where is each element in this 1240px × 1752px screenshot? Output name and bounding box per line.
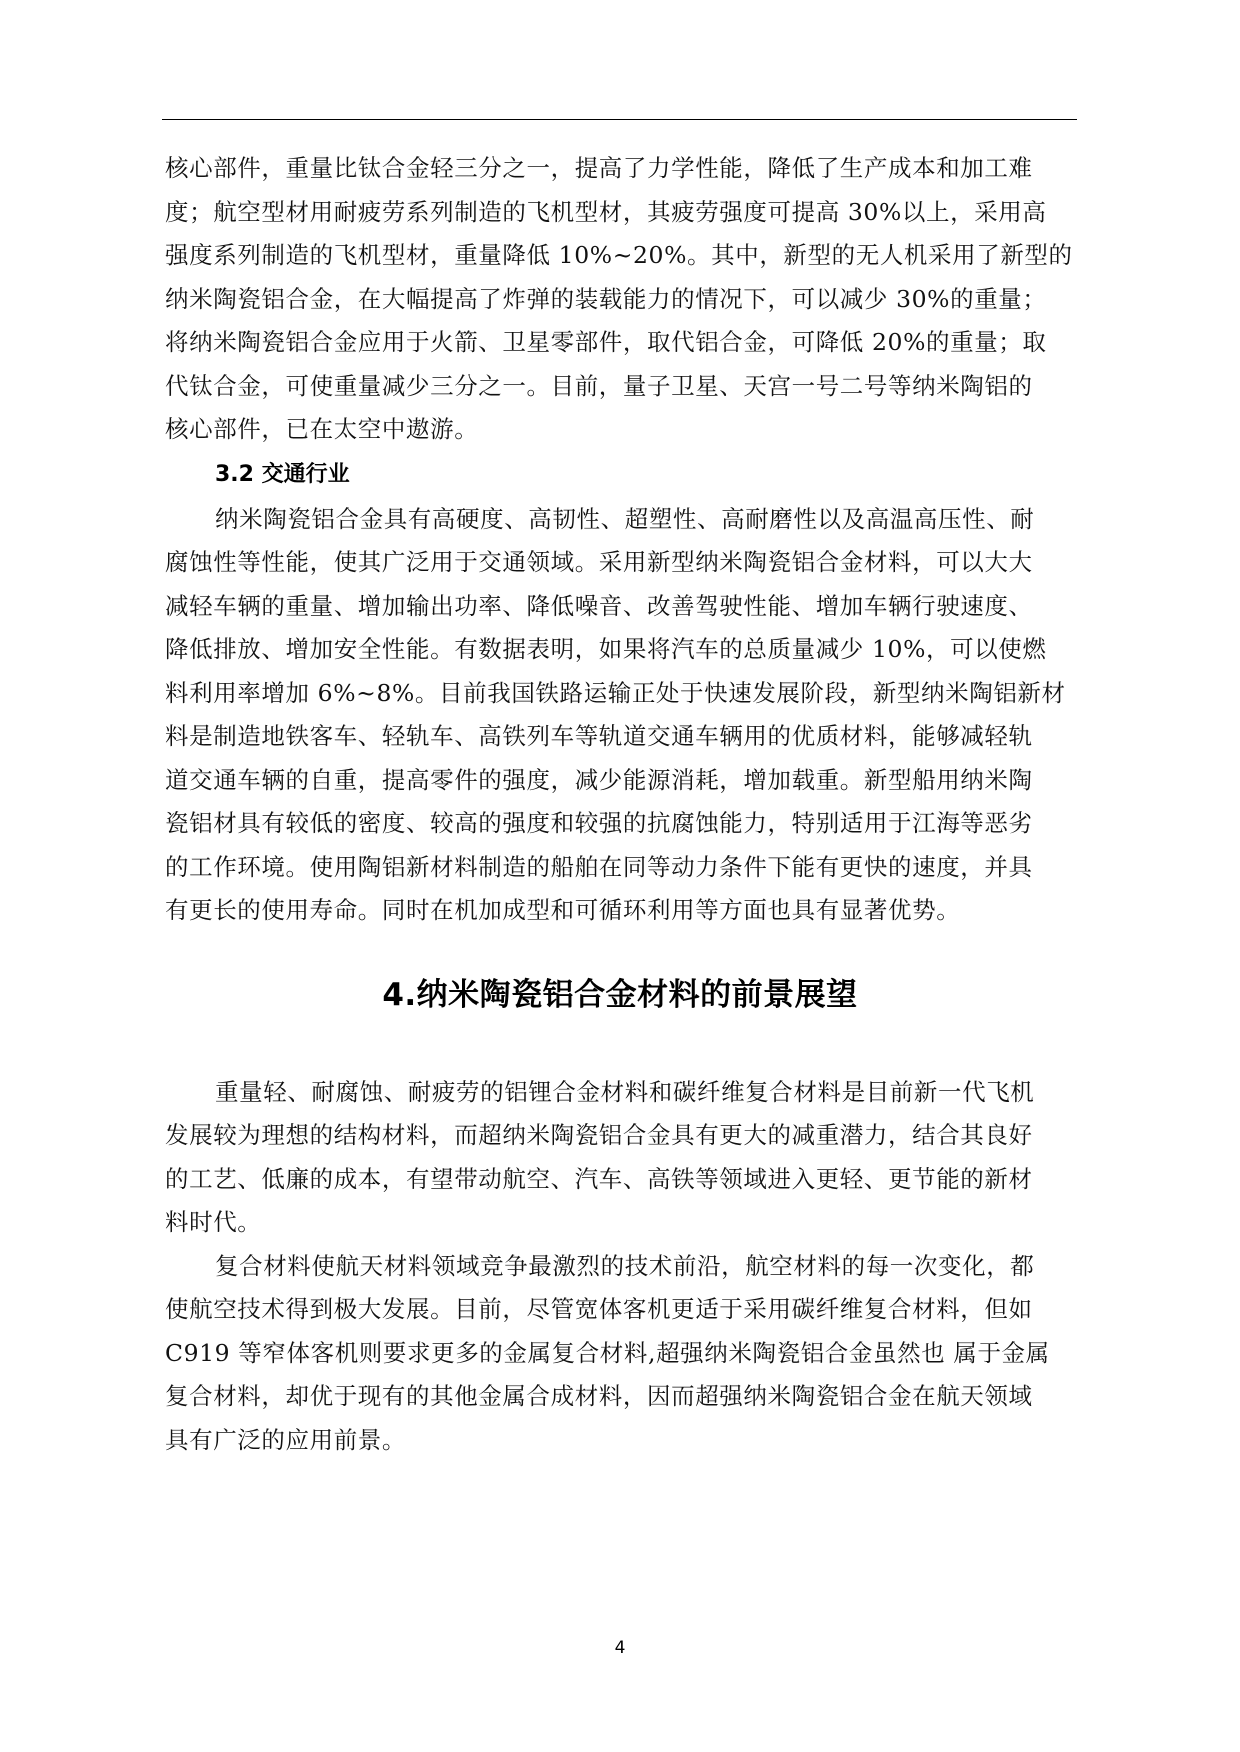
text-line: 核心部件，重量比钛合金轻三分之一，提高了力学性能，降低了生产成本和加工难 xyxy=(165,154,1033,182)
subsection-heading-3-2: 3.2 交通行业 xyxy=(215,461,350,487)
text-line: 复合材料，却优于现有的其他金属合成材料，因而超强纳米陶瓷铝合金在航天领域 xyxy=(165,1382,1033,1410)
text-line: 减轻车辆的重量、增加输出功率、降低噪音、改善驾驶性能、增加车辆行驶速度、 xyxy=(165,591,1033,620)
text-line: 纳米陶瓷铝合金，在大幅提高了炸弹的装载能力的情况下，可以减少 30%的重量； xyxy=(165,284,1047,313)
section-title-4: 4.纳米陶瓷铝合金材料的前景展望 xyxy=(382,976,858,1013)
paragraph-transportation xyxy=(165,498,1075,933)
text-line: 核心部件，已在太空中遨游。 xyxy=(165,415,479,443)
text-line: 的工艺、低廉的成本，有望带动航空、汽车、高铁等领域进入更轻、更节能的新材 xyxy=(165,1164,1033,1193)
text-line: 腐蚀性等性能，使其广泛用于交通领域。采用新型纳米陶瓷铝合金材料，可以大大 xyxy=(165,548,1033,576)
text-line: C919 等窄体客机则要求更多的金属复合材料,超强纳米陶瓷铝合金虽然也 属于金属 xyxy=(165,1338,1050,1367)
text-line: 纳米陶瓷铝合金具有高硬度、高韧性、超塑性、高耐磨性以及高温高压性、耐 xyxy=(215,504,1035,533)
paragraph-outlook-2 xyxy=(165,1245,1075,1463)
paragraph-aerospace-continuation xyxy=(165,147,1075,452)
paragraph-outlook-1 xyxy=(165,1071,1075,1245)
text-line: 降低排放、增加安全性能。有数据表明，如果将汽车的总质量减少 10%，可以使燃 xyxy=(165,635,1047,663)
text-line: 道交通车辆的自重，提高零件的强度，减少能源消耗，增加载重。新型船用纳米陶 xyxy=(165,765,1033,794)
text-line: 的工作环境。使用陶铝新材料制造的船舶在同等动力条件下能有更快的速度，并具 xyxy=(165,852,1033,881)
text-line: 料是制造地铁客车、轻轨车、高铁列车等轨道交通车辆用的优质材料，能够减轻轨 xyxy=(165,722,1033,750)
text-line: 将纳米陶瓷铝合金应用于火箭、卫星零部件，取代铝合金，可降低 20%的重量；取 xyxy=(165,328,1047,356)
page-number: 4 xyxy=(614,1638,626,1658)
text-line: 料时代。 xyxy=(165,1208,262,1236)
text-line: 具有广泛的应用前景。 xyxy=(165,1425,406,1454)
text-line: 重量轻、耐腐蚀、耐疲劳的铝锂合金材料和碳纤维复合材料是目前新一代飞机 xyxy=(215,1077,1035,1106)
text-line: 使航空技术得到极大发展。目前，尽管宽体客机更适于采用碳纤维复合材料，但如 xyxy=(165,1295,1033,1323)
text-line: 料利用率增加 6%~8%。目前我国铁路运输正处于快速发展阶段，新型纳米陶铝新材 xyxy=(165,678,1066,707)
text-line: 强度系列制造的飞机型材，重量降低 10%~20%。其中，新型的无人机采用了新型的 xyxy=(165,241,1073,269)
text-line: 复合材料使航天材料领域竞争最激烈的技术前沿，航空材料的每一次变化，都 xyxy=(215,1251,1035,1280)
text-line: 发展较为理想的结构材料，而超纳米陶瓷铝合金具有更大的减重潜力，结合其良好 xyxy=(165,1121,1033,1149)
text-line: 瓷铝材具有较低的密度、较高的强度和较强的抗腐蚀能力，特别适用于江海等恶劣 xyxy=(165,809,1033,837)
text-line: 代钛合金，可使重量减少三分之一。目前，量子卫星、天宫一号二号等纳米陶铝的 xyxy=(165,371,1033,400)
text-line: 有更长的使用寿命。同时在机加成型和可循环利用等方面也具有显著优势。 xyxy=(165,896,961,924)
page-body xyxy=(165,147,1075,1462)
text-line: 度；航空型材用耐疲劳系列制造的飞机型材，其疲劳强度可提高 30%以上，采用高 xyxy=(165,197,1047,226)
header-rule xyxy=(162,119,1077,120)
